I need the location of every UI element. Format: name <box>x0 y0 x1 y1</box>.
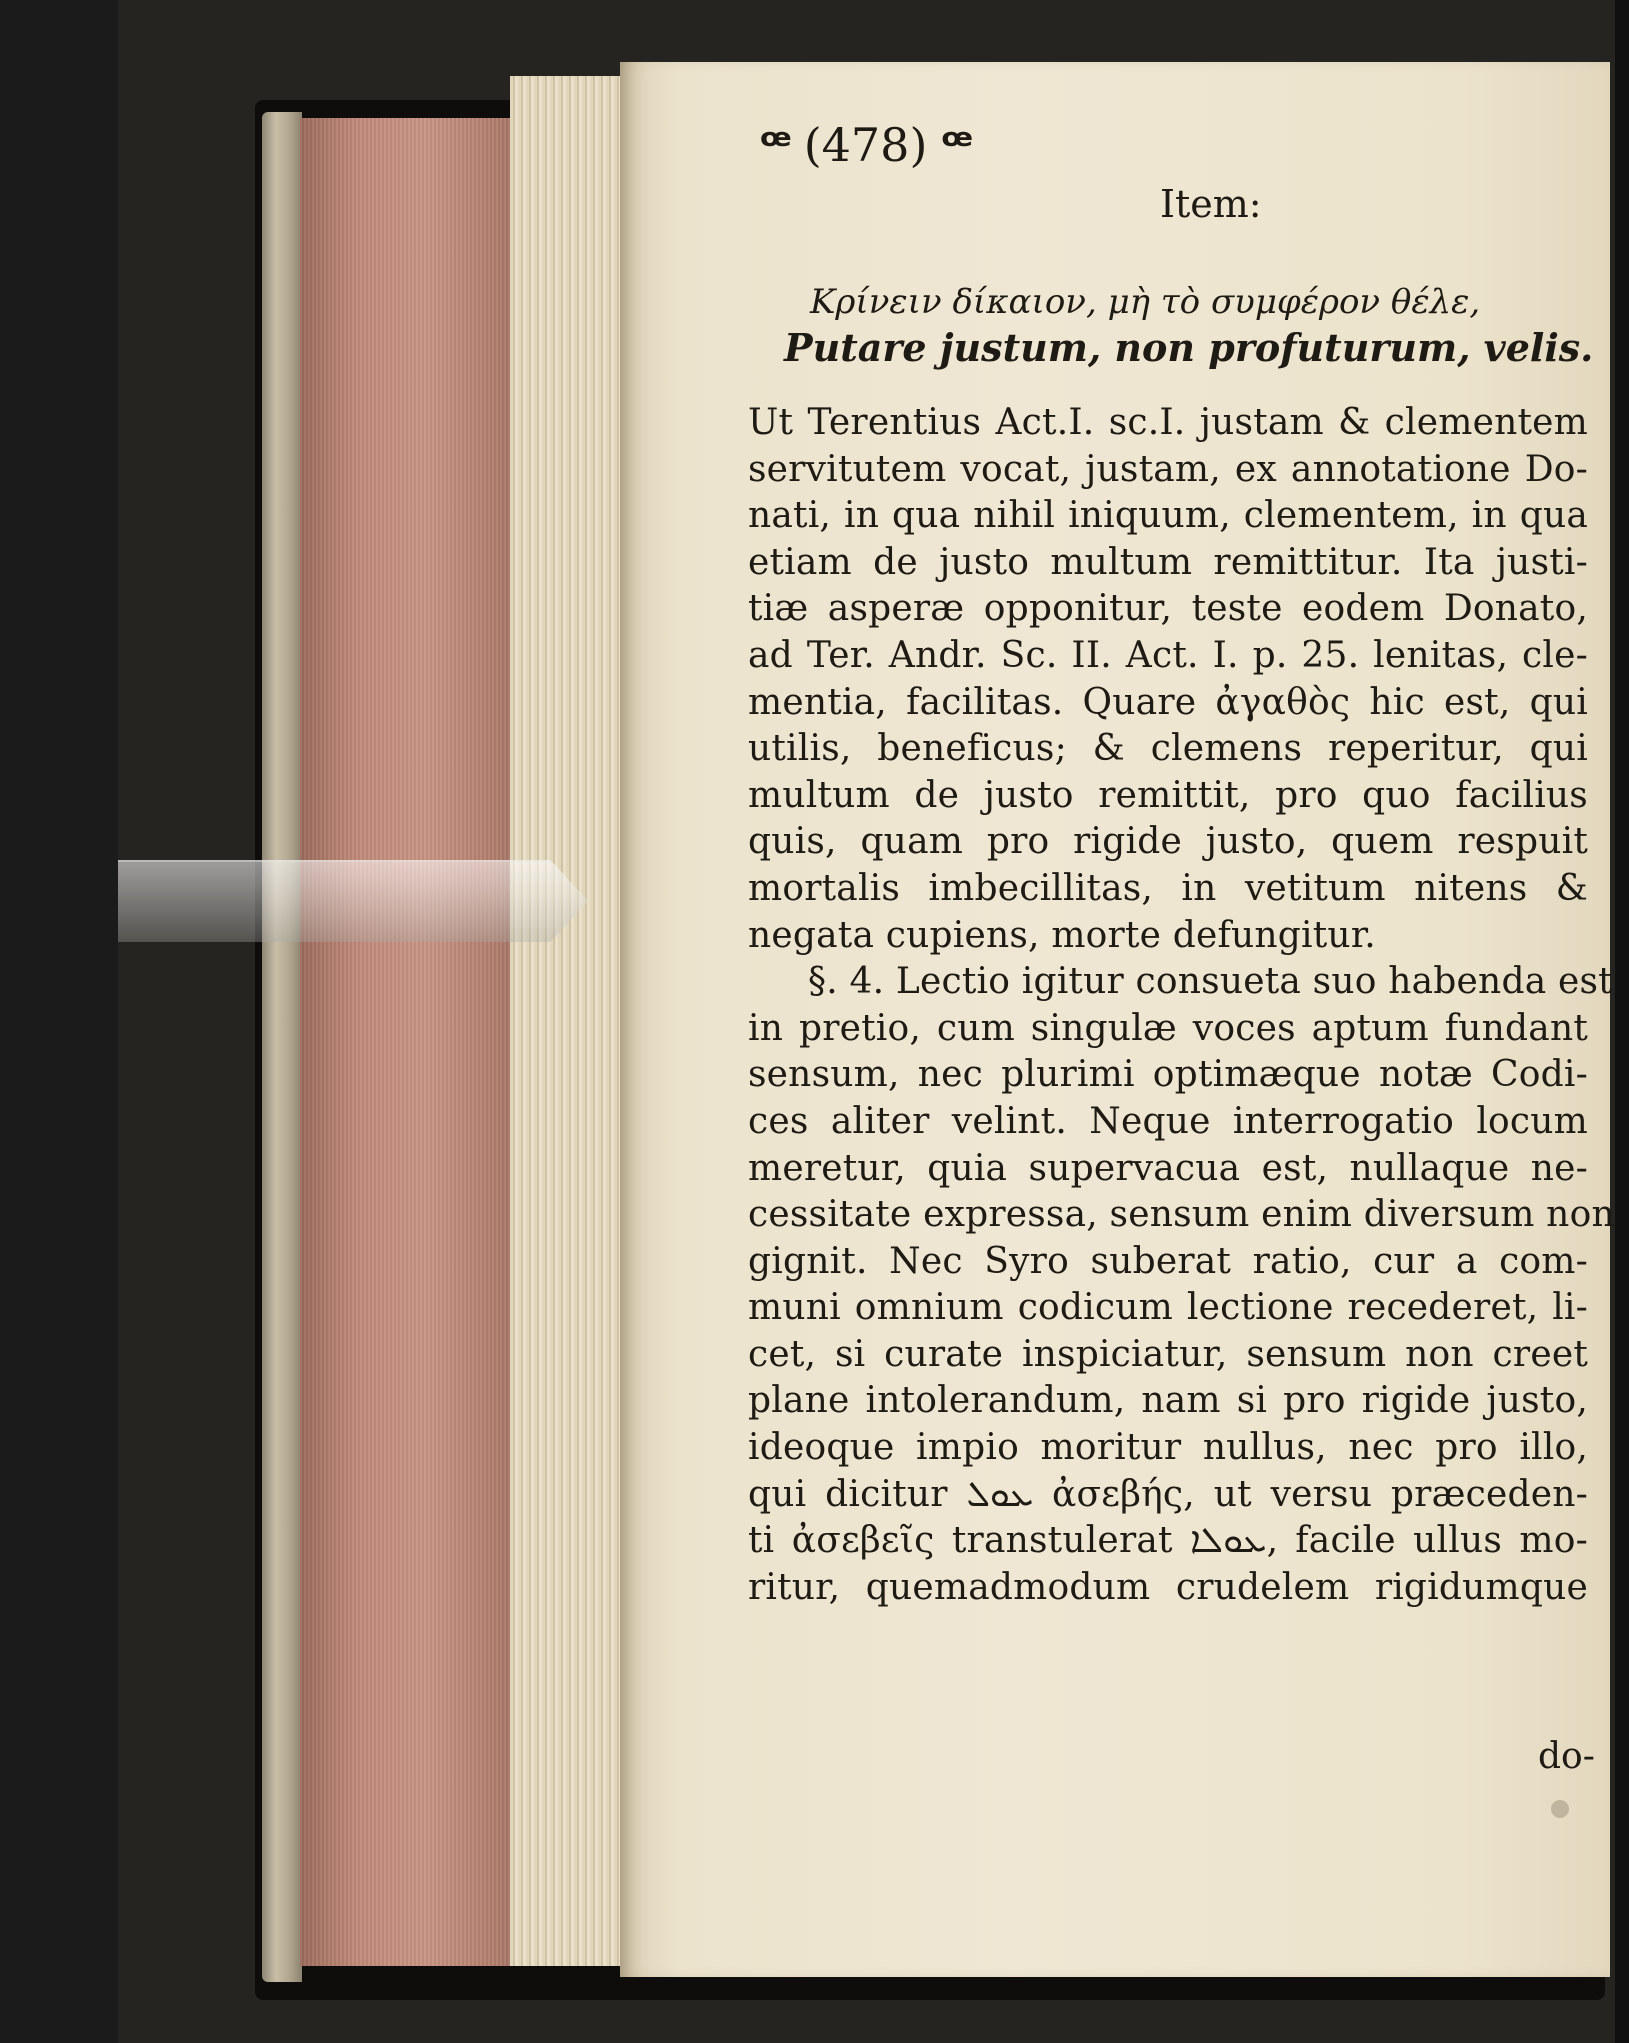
dark-margin-right <box>1615 0 1629 2043</box>
text-line: mentia, facilitas. Quare ἀγαθὸς hic est, qui <box>748 681 1588 723</box>
red-page-edges <box>300 118 528 1966</box>
greek-verse: Κρίνειν δίκαιον, μὴ τὸ συμφέρον θέλε, <box>810 282 1481 322</box>
text-line: plane intolerandum, nam si pro rigide justo, <box>748 1380 1588 1422</box>
text-line: cessitate expressa, sensum enim diversum non <box>748 1194 1615 1236</box>
page-stack <box>510 76 620 1966</box>
text-line: ces aliter velint. Neque interrogatio locum <box>748 1100 1588 1142</box>
text-line: gignit. Nec Syro suberat ratio, cur a com- <box>748 1240 1588 1282</box>
text-line: nati, in qua nihil iniquum, clementem, in qua <box>748 495 1588 537</box>
text-line: ritur, quemadmodum crudelem rigidumque <box>748 1566 1588 1608</box>
text-line: in pretio, cum singulæ voces aptum fundant <box>748 1007 1588 1049</box>
text-line: ideoque impio moritur nullus, nec pro illo, <box>748 1427 1588 1469</box>
text-line: sensum, nec plurimi optimæque notæ Codi- <box>748 1054 1588 1096</box>
header-ornament-left: ꟹ <box>760 118 790 172</box>
header-ornament-right: ꟹ <box>941 118 972 172</box>
text-line: servitutem vocat, justam, ex annotatione Do- <box>748 448 1588 490</box>
transparent-bookmark <box>118 860 588 942</box>
text-line: tiæ asperæ opponitur, teste eodem Donato, <box>748 588 1588 630</box>
page-stain <box>1551 1800 1569 1818</box>
catchword: do- <box>1538 1736 1595 1777</box>
text-line: etiam de justo multum remittitur. Ita justi- <box>748 541 1588 583</box>
text-line: ti ἀσεβεῖς transtulerat ܥܘܠܐ, facile ullus mo- <box>748 1520 1589 1562</box>
text-line: qui dicitur ܥܘܠ ἀσεβής, ut versu præceden- <box>748 1473 1588 1515</box>
body-text <box>748 400 1615 1611</box>
text-line: Ut Terentius Act.I. sc.I. justam & clementem <box>748 402 1588 443</box>
text-line: cet, si curate inspiciatur, sensum non creet <box>748 1333 1588 1375</box>
running-header <box>760 118 1400 172</box>
text-line: mortalis imbecillitas, in vetitum nitens & <box>748 867 1588 909</box>
text-line: meretur, quia supervacua est, nullaque ne- <box>748 1147 1588 1189</box>
book-cover <box>262 112 302 1982</box>
page-number: (478) <box>803 118 928 172</box>
text-line: multum de justo remittit, pro quo facilius <box>748 774 1588 816</box>
text-line: negata cupiens, morte defungitur. <box>748 914 1376 956</box>
subheading: Item: <box>1160 182 1262 226</box>
latin-verse: Putare justum, non profuturum, velis. <box>784 325 1594 370</box>
text-line: ad Ter. Andr. Sc. II. Act. I. p. 25. lenitas, cle- <box>748 634 1588 676</box>
text-line: utilis, beneficus; & clemens reperitur, qui <box>748 728 1588 770</box>
text-line: quis, quam pro rigide justo, quem respuit <box>748 821 1588 863</box>
dark-margin-left <box>0 0 118 2043</box>
text-line: muni omnium codicum lectione recederet, li- <box>748 1287 1588 1329</box>
text-line: §. 4. Lectio igitur consueta suo habenda est <box>808 961 1613 1003</box>
